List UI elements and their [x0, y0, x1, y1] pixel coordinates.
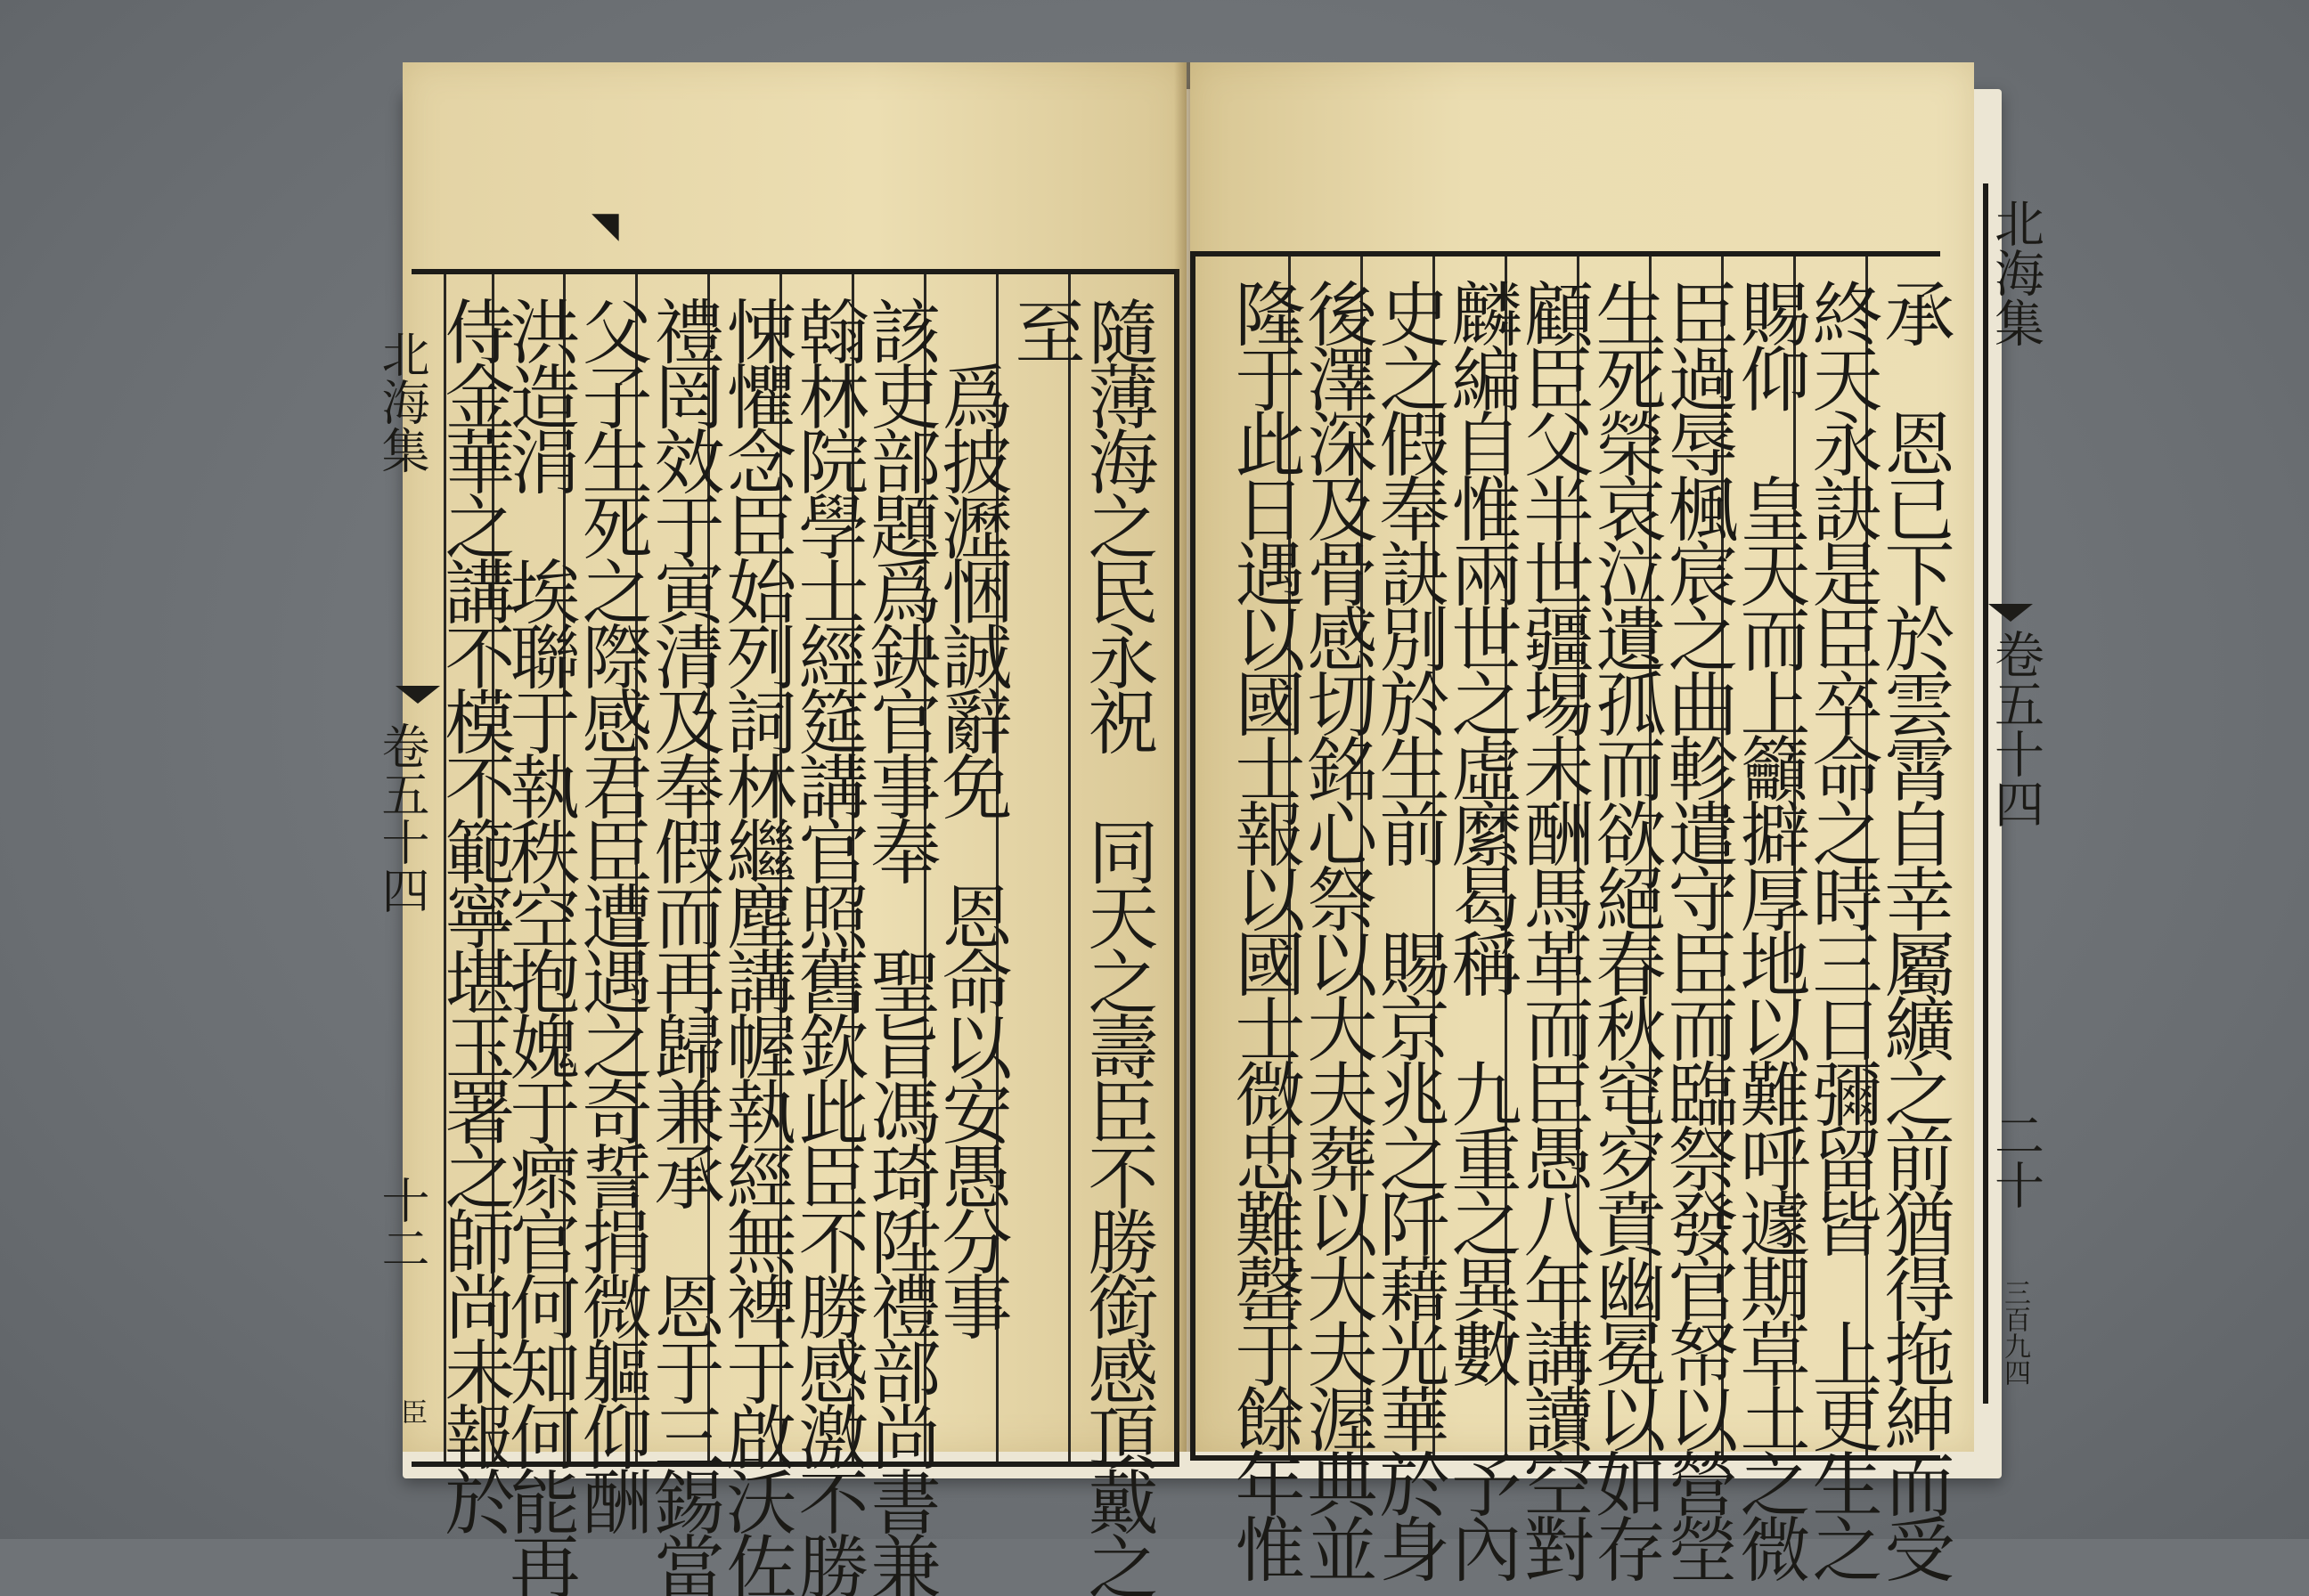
left-margin-title: 北海集 [374, 330, 430, 474]
text-column: 禮罔效于寅清及奉假而再歸兼承 恩于三錫當 [642, 296, 724, 1596]
text-column: 父子生死之際感君臣遭遇之奇誓捐微軀仰酬 [570, 296, 652, 1531]
text-column: 該吏部題爲鈌官事奉 聖旨馮琦陞禮部尚書兼 [859, 296, 941, 1596]
fish-tail-mark [1988, 604, 2033, 622]
right-margin-small-number: 三百九四 [1999, 1279, 2030, 1386]
text-column: 承 恩已下於雲霄自幸屬纊之前猶得拖紳而受 [1872, 278, 1954, 1578]
text-column: 麟編自惟兩世之虛縻曷稱 九重之異數 予內 [1440, 278, 1522, 1578]
left-page [374, 62, 1187, 1596]
text-column: 至 [1003, 296, 1085, 361]
text-column: 賜仰 皇天而上籲擗厚地以難呼遽期草土之微 [1728, 278, 1810, 1578]
right-page [1190, 62, 1974, 1578]
left-margin-chapter: 卷五十四 [374, 721, 430, 914]
right-margin-chapter: 卷五十四 [1987, 629, 2044, 828]
text-column: 隨薄海之民永祝 同天之壽臣不勝銜感頂戴之 [1076, 296, 1158, 1596]
left-margin-note: 臣 [396, 1398, 427, 1425]
right-margin-title: 北海集 [1987, 198, 2044, 347]
text-column: 終天永訣是臣卒命之時三日彌留皆 上更生之 [1800, 278, 1882, 1578]
text-column: 洪造涓 埃聯于執秩空抱媿于瘝官何知何能再 [498, 296, 580, 1596]
text-column: 隆于此日遇以國士報以國士微忠難罄于餘年惟 [1223, 278, 1305, 1578]
right-margin-strip [1983, 183, 2044, 1404]
text-column: 悚懼念臣始列詞林繼塵講幄執經無裨于啟沃佐 [714, 296, 796, 1596]
text-column: 臣過辱楓宸之曲軫遣守臣而臨祭發官帑以營塋 [1656, 278, 1738, 1578]
text-column: 翰林院學士經筵講官照舊欽此臣不勝感激不勝 [787, 296, 869, 1596]
text-column: 史之假奉訣別於生前 賜京兆之阡藉光華於身 [1367, 278, 1449, 1578]
column-rule [1068, 274, 1071, 1462]
left-margin-folio: 十二 [374, 1176, 430, 1272]
text-column: 生死榮哀泣遺孤而欲絕春秋窀穸賁幽冕以如存 [1584, 278, 1666, 1578]
text-column: 爲披瀝悃誠辭免 恩命以安愚分事 [930, 296, 1012, 1336]
ink-dot: ◥ [592, 205, 619, 246]
text-column: 後澤深及骨感切銘心祭以大夫葬以大夫渥典並 [1295, 278, 1377, 1578]
right-margin-folio: 二十 [1987, 1110, 2044, 1209]
text-column: 顧臣父半世疆埸未酬馬革而臣愚八年講讀空對 [1512, 278, 1594, 1578]
text-column: 侍金華之講不模不範寧堪玉署之師尚未報於 [433, 296, 515, 1531]
